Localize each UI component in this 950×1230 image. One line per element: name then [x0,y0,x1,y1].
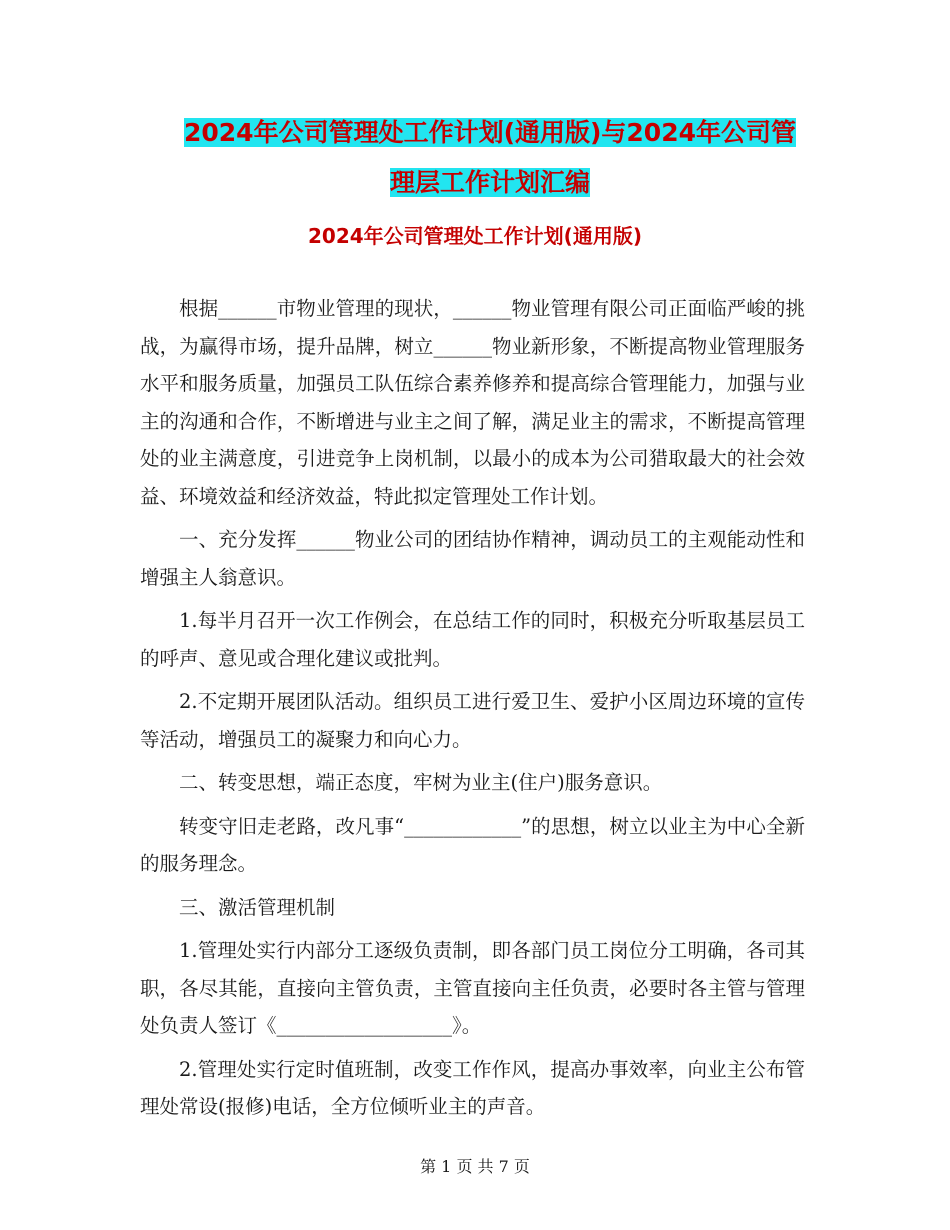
document-title [140,108,840,208]
paragraph: 转变守旧走老路，改凡事“____________”的思想，树立以业主为中心全新的服务理念。 [140,814,805,875]
page-number-footer: 第 1 页 共 7 页 [420,1157,530,1176]
paragraph: 2.不定期开展团队活动。组织员工进行爱卫生、爱护小区周边环境的宣传等活动，增强员工的凝聚力和向心力。 [140,690,805,751]
paragraph: 二、转变思想，端正态度，牢树为业主(住户)服务意识。 [179,771,663,794]
paragraph: 1.每半月召开一次工作例会，在总结工作的同时，积极充分听取基层员工的呼声、意见或合理化建议或批判。 [140,609,805,670]
paragraph: 根据______市物业管理的现状，______物业管理有限公司正面临严峻的挑战，为赢得市场，提升品牌，树立______物业新形象，不断提高物业管理服务水平和服务质量，加强员工队伍综合素养修养和提高综合管理能力，加强与业主的沟通和合作，不断增进与业主之间了解，满足业主的需求，不断提高管理处的业主满意度，引进竞争上岗机制，以最小的成本为公司猎取最大的社会效益、环境效益和经济效益，特此拟定管理处工作计划。 [140,297,805,508]
paragraph: 三、激活管理机制 [179,895,336,919]
paragraph: 一、充分发挥______物业公司的团结协作精神，调动员工的主观能动性和增强主人翁意识。 [140,528,805,589]
paragraph: 1.管理处实行内部分工逐级负责制，即各部门员工岗位分工明确，各司其职，各尽其能，直接向主管负责，主管直接向主任负责，必要时各主管与管理处负责人签订《__________________》。 [140,939,805,1037]
section-title: 2024年公司管理处工作计划(通用版) [308,224,642,248]
document-body [140,290,805,1132]
paragraph: 2.管理处实行定时值班制，改变工作作风，提高办事效率，向业主公布管理处常设(报修)电话，全方位倾听业主的声音。 [140,1057,805,1118]
title-line-2: 理层工作计划汇编 [389,168,590,197]
title-line-1: 2024年公司管理处工作计划(通用版)与2024年公司管 [183,118,796,147]
